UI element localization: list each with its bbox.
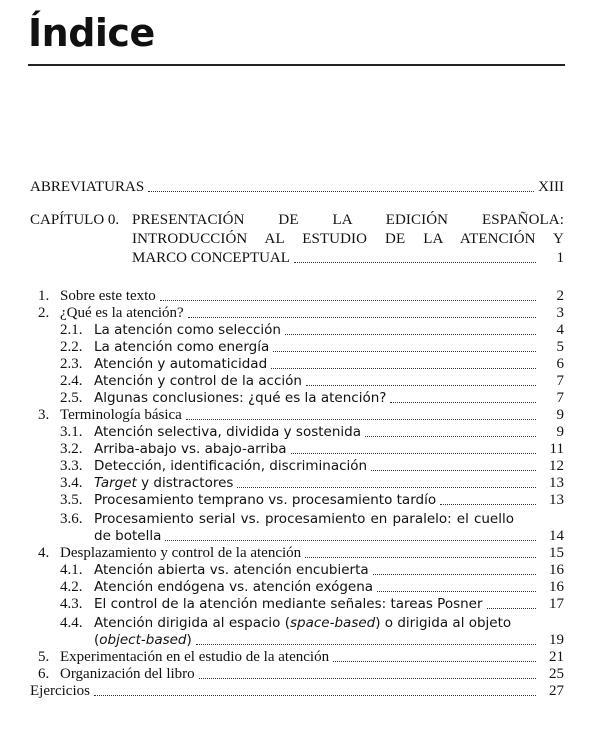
dot-leader [188, 317, 536, 318]
toc-page-number: 7 [556, 373, 564, 389]
toc-entry-number: 1. [38, 288, 50, 304]
dot-leader [373, 574, 536, 575]
toc-entry-2-5[interactable] [60, 389, 564, 407]
toc-entry-3-5[interactable] [60, 491, 564, 509]
dot-leader [160, 300, 536, 301]
toc-entry-text: Terminología básica [60, 407, 182, 423]
text-segment: ( [94, 632, 100, 648]
toc-entry-3-1[interactable] [60, 423, 564, 441]
toc-entry-2-3[interactable] [60, 355, 564, 373]
toc-page-number: 25 [549, 666, 564, 682]
toc-entry-chapter-0[interactable] [132, 249, 564, 267]
toc-entry-2-4[interactable] [60, 372, 564, 390]
toc-page-number: 7 [556, 390, 564, 406]
toc-entry-number: 3.4. [60, 475, 83, 491]
toc-entry-text: Ejercicios [30, 683, 90, 699]
toc-page-number: 1 [556, 250, 564, 266]
toc-entry-4[interactable] [38, 544, 564, 562]
dot-leader [333, 661, 536, 662]
toc-entry-text: Atención y control de la acción [94, 373, 302, 389]
toc-entry-2-2[interactable] [60, 338, 564, 356]
chapter-title-line-2: INTRODUCCIÓN AL ESTUDIO DE LA ATENCIÓN Y [132, 231, 564, 247]
toc-page-number: 9 [556, 407, 564, 423]
toc-page-number: 14 [549, 528, 564, 544]
toc-page-number: 9 [556, 424, 564, 440]
toc-entry-number: 4.2. [60, 579, 83, 595]
toc-entry-text: Desplazamiento y control de la atención [60, 545, 302, 561]
toc-entry-2-1[interactable] [60, 321, 564, 339]
toc-page-number: 16 [549, 579, 564, 595]
toc-entry-number: 5. [38, 649, 50, 665]
toc-entry-text: Algunas conclusiones: ¿qué es la atención? [94, 390, 387, 406]
page-title: Índice [28, 11, 155, 55]
toc-entry-text: Atención abierta vs. atención encubierta [94, 562, 369, 578]
toc-entry-text: Organización del libro [60, 666, 195, 682]
toc-entry-3-3[interactable] [60, 457, 564, 475]
toc-entry-4-1[interactable] [60, 561, 564, 579]
toc-entry-text: ¿Qué es la atención? [60, 305, 184, 321]
toc-entry-text: Procesamiento temprano vs. procesamiento tardío [94, 492, 437, 508]
toc-entry-text: El control de la atención mediante señales: tareas Posner [94, 596, 483, 612]
toc-entry-text: Experimentación en el estudio de la atención [60, 649, 330, 665]
toc-entry-ejercicios[interactable] [30, 682, 564, 700]
text-segment: Atención dirigida al espacio ( [94, 615, 290, 631]
dot-leader [305, 557, 536, 558]
dot-leader [294, 262, 536, 263]
toc-entry-4-2[interactable] [60, 578, 564, 596]
toc-page-number: 4 [556, 322, 564, 338]
dot-leader [285, 334, 536, 335]
toc-entry-number: 3.5. [60, 492, 83, 508]
toc-entry-3-4[interactable] [60, 474, 564, 492]
toc-page-number: XIII [538, 179, 564, 195]
toc-entry-text: ABREVIATURAS [30, 179, 145, 195]
toc-entry-number: 2.4. [60, 373, 83, 389]
toc-entry-text: Arriba-abajo vs. abajo-arriba [94, 441, 287, 457]
toc-page-number: 13 [549, 492, 564, 508]
toc-entry-text: Atención y automaticidad [94, 356, 268, 372]
toc-page-number: 19 [549, 632, 564, 648]
toc-page-number: 21 [549, 649, 564, 665]
toc-entry-number: 2.5. [60, 390, 83, 406]
italic-term: Target [94, 475, 137, 491]
chapter-title-line-3: MARCO CONCEPTUAL [132, 250, 290, 266]
dot-leader [148, 191, 534, 192]
toc-page-number: 11 [549, 441, 564, 457]
toc-entry-number: 3. [38, 407, 50, 423]
toc-entry-number: 4.4. [60, 615, 83, 631]
text-segment: ) o dirigida al objeto [375, 615, 512, 631]
text-segment: ) [186, 632, 192, 648]
dot-leader [271, 368, 536, 369]
toc-entry-4-3[interactable] [60, 595, 564, 613]
toc-entry-number: 6. [38, 666, 50, 682]
toc-page-number: 17 [549, 596, 564, 612]
toc-entry-number: 4.1. [60, 562, 83, 578]
toc-entry-number: 2.3. [60, 356, 83, 372]
toc-entry-2[interactable] [38, 304, 564, 322]
toc-entry-number: 3.3. [60, 458, 83, 474]
dot-leader [196, 644, 536, 645]
toc-entry-text-line-1 [94, 614, 514, 632]
toc-entry-3-6[interactable] [94, 527, 564, 545]
toc-entry-number: 4. [38, 545, 50, 561]
toc-entry-3[interactable] [38, 406, 564, 424]
italic-term: object-based [99, 632, 187, 648]
dot-leader [390, 402, 536, 403]
toc-entry-text: Atención endógena vs. atención exógena [94, 579, 374, 595]
dot-leader [487, 608, 536, 609]
toc-entry-text: de botella [94, 528, 162, 544]
toc-entry-text: Atención selectiva, dividida y sostenida [94, 424, 362, 440]
toc-entry-5[interactable] [38, 648, 564, 666]
dot-leader [165, 540, 536, 541]
toc-entry-4-4[interactable] [94, 631, 564, 649]
dot-leader [371, 470, 536, 471]
dot-leader [199, 678, 536, 679]
dot-leader [186, 419, 536, 420]
dot-leader [273, 351, 536, 352]
dot-leader [94, 695, 536, 696]
dot-leader [237, 487, 536, 488]
toc-page-number: 2 [556, 288, 564, 304]
toc-page-number: 5 [556, 339, 564, 355]
toc-page-number: 12 [549, 458, 564, 474]
toc-entry-text [94, 474, 233, 492]
toc-entry-text: La atención como selección [94, 322, 281, 338]
toc-entry-number: 3.1. [60, 424, 83, 440]
dot-leader [291, 453, 536, 454]
toc-entry-text-rest: y distractores [136, 475, 234, 491]
toc-entry-text: La atención como energía [94, 339, 270, 355]
toc-entry-number: 2.2. [60, 339, 83, 355]
toc-entry-number: 2. [38, 305, 50, 321]
toc-page-number: 3 [556, 305, 564, 321]
toc-entry-6[interactable] [38, 665, 564, 683]
toc-entry-text-line-1: Procesamiento serial vs. procesamiento en paralelo: el cuello [94, 511, 514, 527]
toc-entry-1[interactable] [38, 287, 564, 305]
toc-page-number: 15 [549, 545, 564, 561]
chapter-label: CAPÍTULO 0. [30, 212, 120, 228]
toc-page-number: 13 [549, 475, 564, 491]
dot-leader [306, 385, 536, 386]
toc-page-number: 6 [556, 356, 564, 372]
toc-entry-text: Detección, identificación, discriminación [94, 458, 368, 474]
chapter-title-line-1: PRESENTACIÓN DE LA EDICIÓN ESPAÑOLA: [132, 212, 564, 228]
toc-entry-number: 3.6. [60, 511, 83, 527]
toc-entry-number: 4.3. [60, 596, 83, 612]
toc-entry-text: Sobre este texto [60, 288, 156, 304]
toc-entry-number: 3.2. [60, 441, 83, 457]
italic-term: space-based [290, 615, 376, 631]
dot-leader [377, 591, 536, 592]
toc-page-number: 27 [549, 683, 564, 699]
toc-page-number: 16 [549, 562, 564, 578]
dot-leader [365, 436, 536, 437]
toc-entry-text-part [94, 614, 511, 632]
toc-entry-number: 2.1. [60, 322, 83, 338]
dot-leader [440, 504, 536, 505]
toc-entry-3-2[interactable] [60, 440, 564, 458]
toc-entry-abreviaturas[interactable] [30, 178, 564, 196]
toc-entry-text [94, 631, 192, 649]
